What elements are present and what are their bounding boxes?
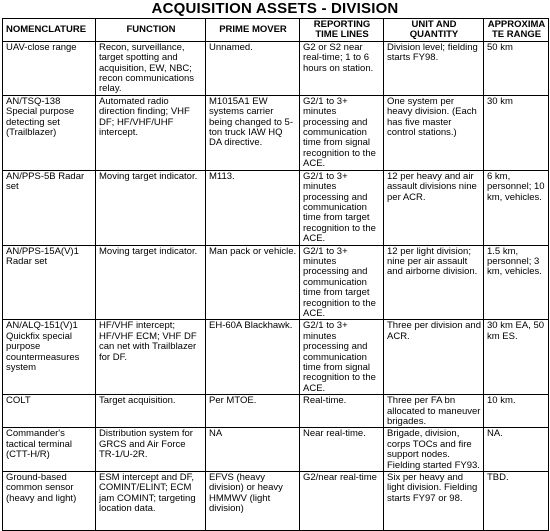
cell-range: 30 km [484,95,549,170]
header-function: FUNCTION [96,19,206,42]
cell-range: 10 km. [484,395,549,428]
cell-reporting: G2/1 to 3+ minutes processing and communication time from target recognition to the ACE. [300,245,384,320]
table-row [3,395,549,428]
cell-nomenclature: AN/PPS-5B Radar set [3,170,96,245]
cell-unit-quantity: One system per heavy division. (Each has five master control stations.) [384,95,484,170]
table-row [3,41,549,95]
cell-prime-mover: M1015A1 EW systems carrier being changed to 5-ton truck IAW HQ DA directive. [206,95,300,170]
header-prime-mover: PRIME MOVER [206,19,300,42]
cell-nomenclature: COLT [3,395,96,428]
table-row [3,428,549,472]
acquisition-assets-table [2,18,549,531]
cell-nomenclature: Ground-based common sensor (heavy and light) [3,472,96,531]
cell-range: 50 km [484,41,549,95]
table-row [3,245,549,320]
cell-reporting: G2/1 to 3+ minutes processing and communication time from target recognition to the ACE. [300,170,384,245]
table-row [3,95,549,170]
cell-function: Automated radio direction finding; VHF DF; HF/VHF/UHF intercept. [96,95,206,170]
cell-reporting: G2/1 to 3+ minutes processing and communication time from signal recognition to the ACE. [300,320,384,395]
cell-range: 6 km, personnel; 10 km, vehicles. [484,170,549,245]
cell-function: Moving target indicator. [96,245,206,320]
table-row [3,320,549,395]
cell-unit-quantity: Six per heavy and light division. Fielding starts FY97 or 98. [384,472,484,531]
table-row [3,170,549,245]
header-unit-and-quantity: UNIT AND QUANTITY [384,19,484,42]
cell-unit-quantity: Division level; fielding starts FY98. [384,41,484,95]
cell-range: 1.5 km, personnel; 3 km, vehicles. [484,245,549,320]
cell-nomenclature: AN/ALQ-151(V)1 Quickfix special purpose countermeasures system [3,320,96,395]
page-title: ACQUISITION ASSETS - DIVISION [151,0,399,17]
cell-unit-quantity: Three per division and ACR. [384,320,484,395]
cell-unit-quantity: 12 per heavy and air assault divisions nine per ACR. [384,170,484,245]
cell-nomenclature: AN/TSQ-138 Special purpose detecting set (Trailblazer) [3,95,96,170]
table-row [3,472,549,531]
cell-nomenclature: AN/PPS-15A(V)1 Radar set [3,245,96,320]
cell-prime-mover: Man pack or vehicle. [206,245,300,320]
cell-prime-mover: M113. [206,170,300,245]
cell-prime-mover: NA [206,428,300,472]
cell-prime-mover: Per MTOE. [206,395,300,428]
cell-unit-quantity: Three per FA bn allocated to maneuver brigades. [384,395,484,428]
cell-unit-quantity: Brigade, division, corps TOCs and fire support nodes. Fielding started FY93. [384,428,484,472]
cell-prime-mover: EFVS (heavy division) or heavy HMMWV (light division) [206,472,300,531]
header-nomenclature: NOMENCLATURE [3,19,96,42]
cell-reporting: Near real-time. [300,428,384,472]
cell-range: TBD. [484,472,549,531]
cell-reporting: G2/1 to 3+ minutes processing and communication time from signal recognition to the ACE. [300,95,384,170]
cell-reporting: Real-time. [300,395,384,428]
cell-function: HF/VHF intercept; HF/VHF ECM; VHF DF can net with Trailblazer for DF. [96,320,206,395]
cell-reporting: G2/near real-time [300,472,384,531]
cell-function: Target acquisition. [96,395,206,428]
table-header-row [3,19,549,42]
cell-range: NA. [484,428,549,472]
cell-nomenclature: Commander's tactical terminal (CTT-H/R) [3,428,96,472]
cell-reporting: G2 or S2 near real-time; 1 to 6 hours on station. [300,41,384,95]
cell-unit-quantity: 12 per light division; nine per air assault and airborne division. [384,245,484,320]
cell-prime-mover: Unnamed. [206,41,300,95]
cell-function: Distribution system for GRCS and Air Force TR-1/U-2R. [96,428,206,472]
header-reporting-time-lines: REPORTING TIME LINES [300,19,384,42]
cell-range: 30 km EA, 50 km ES. [484,320,549,395]
cell-nomenclature: UAV-close range [3,41,96,95]
cell-function: Moving target indicator. [96,170,206,245]
cell-function: ESM intercept and DF, COMINT/ELINT; ECM jam COMINT; targeting location data. [96,472,206,531]
header-approximate-range: APPROXIMATE RANGE [484,19,549,42]
cell-prime-mover: EH-60A Blackhawk. [206,320,300,395]
cell-function: Recon, surveillance, target spotting and acquisition, EW, NBC; recon communications relay. [96,41,206,95]
